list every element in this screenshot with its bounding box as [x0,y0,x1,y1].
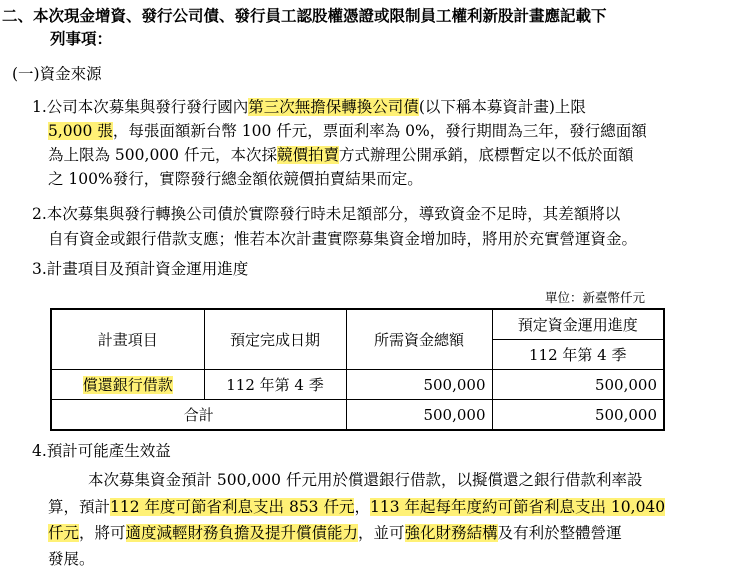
header-progress: 預定資金運用進度 [492,309,664,340]
item1-text-a: 1.公司本次募集與發行發行國內 [32,98,249,116]
cell-quarter: 500,000 [492,370,664,400]
item4-text-a: 算，預計 [48,498,111,516]
item2-line-1: 2.本次募集與發行轉換公司債於實際發行時未足額部分，導致資金不足時，其差額將以 [32,205,621,223]
item1-line-4: 之 100%發行，實際發行總金額依競價拍賣結果而定。 [48,170,423,188]
funding-plan-table [50,308,665,431]
item4-text-b: ，將可 [79,524,126,542]
item2-line-2: 自有資金或銀行借款支應；惟若本次計畫實際募集資金增加時，將用於充實營運資金。 [48,230,638,248]
table-sum-row [51,400,664,431]
table-unit-label: 單位：新臺幣仟元 [545,290,646,305]
highlight-auction: 競價拍賣 [276,146,339,164]
highlight-project: 償還銀行借款 [82,375,173,394]
item1-line-2 [48,120,647,142]
sum-total: 500,000 [346,400,492,431]
section-funding-source-title: (一)資金來源 [12,65,102,83]
header-quarter: 112 年第 4 季 [492,340,664,370]
cell-total: 500,000 [346,370,492,400]
item4-line-1: 本次募集資金預計 500,000 仟元用於償還銀行借款，以擬償還之銀行借款利率設 [88,471,643,489]
highlight-savings-112: 112 年度可節省利息支出 853 仟元 [110,498,355,516]
highlight-reduce-burden: 適度減輕財務負擔及提升償債能力 [125,524,359,542]
highlight-unit: 仟元 [48,524,80,542]
cell-project [51,370,204,400]
item1-line-1 [32,96,586,118]
highlight-savings-113: 113 年起每年度約可節省利息支出 10,040 [369,498,666,516]
highlight-bond-name: 第三次無擔保轉換公司債 [248,98,419,116]
heading-line-2: 列事項： [50,29,113,48]
table-row [51,370,664,400]
item4-title: 4.預計可能產生效益 [32,442,171,460]
table-header-row [51,309,664,340]
header-completion-date: 預定完成日期 [204,309,346,370]
header-total-funds: 所需資金總額 [346,309,492,370]
item4-text-c: ，並可 [358,524,405,542]
sum-quarter: 500,000 [492,400,664,431]
item4-line-2 [48,496,665,518]
item4-line-3 [48,522,622,544]
item1-line-3 [48,144,633,166]
item1-text-b: (以下稱本募資計畫)上限 [418,98,586,116]
header-project: 計畫項目 [51,309,204,370]
item4-text-sep: ， [354,498,370,516]
sum-label: 合計 [51,400,346,431]
item1-text-e: 方式辦理公開承銷，底標暫定以不低於面額 [338,146,634,164]
highlight-strengthen: 強化財務結構 [404,524,498,542]
item1-text-d: 為上限為 500,000 仟元，本次採 [48,146,277,164]
item3-title: 3.計畫項目及預計資金運用進度 [32,260,249,278]
item4-line-4: 發展。 [48,550,95,568]
highlight-bond-count: 5,000 張 [48,122,113,140]
item4-text-d: 及有利於整體營運 [497,524,622,542]
item1-text-c: ，每張面額新台幣 100 仟元，票面利率為 0%，發行期間為三年，發行總面額 [112,122,647,140]
cell-completion: 112 年第 4 季 [204,370,346,400]
heading-line-1: 二、本次現金增資、發行公司債、發行員工認股權憑證或限制員工權利新股計畫應記載下 [2,6,607,25]
